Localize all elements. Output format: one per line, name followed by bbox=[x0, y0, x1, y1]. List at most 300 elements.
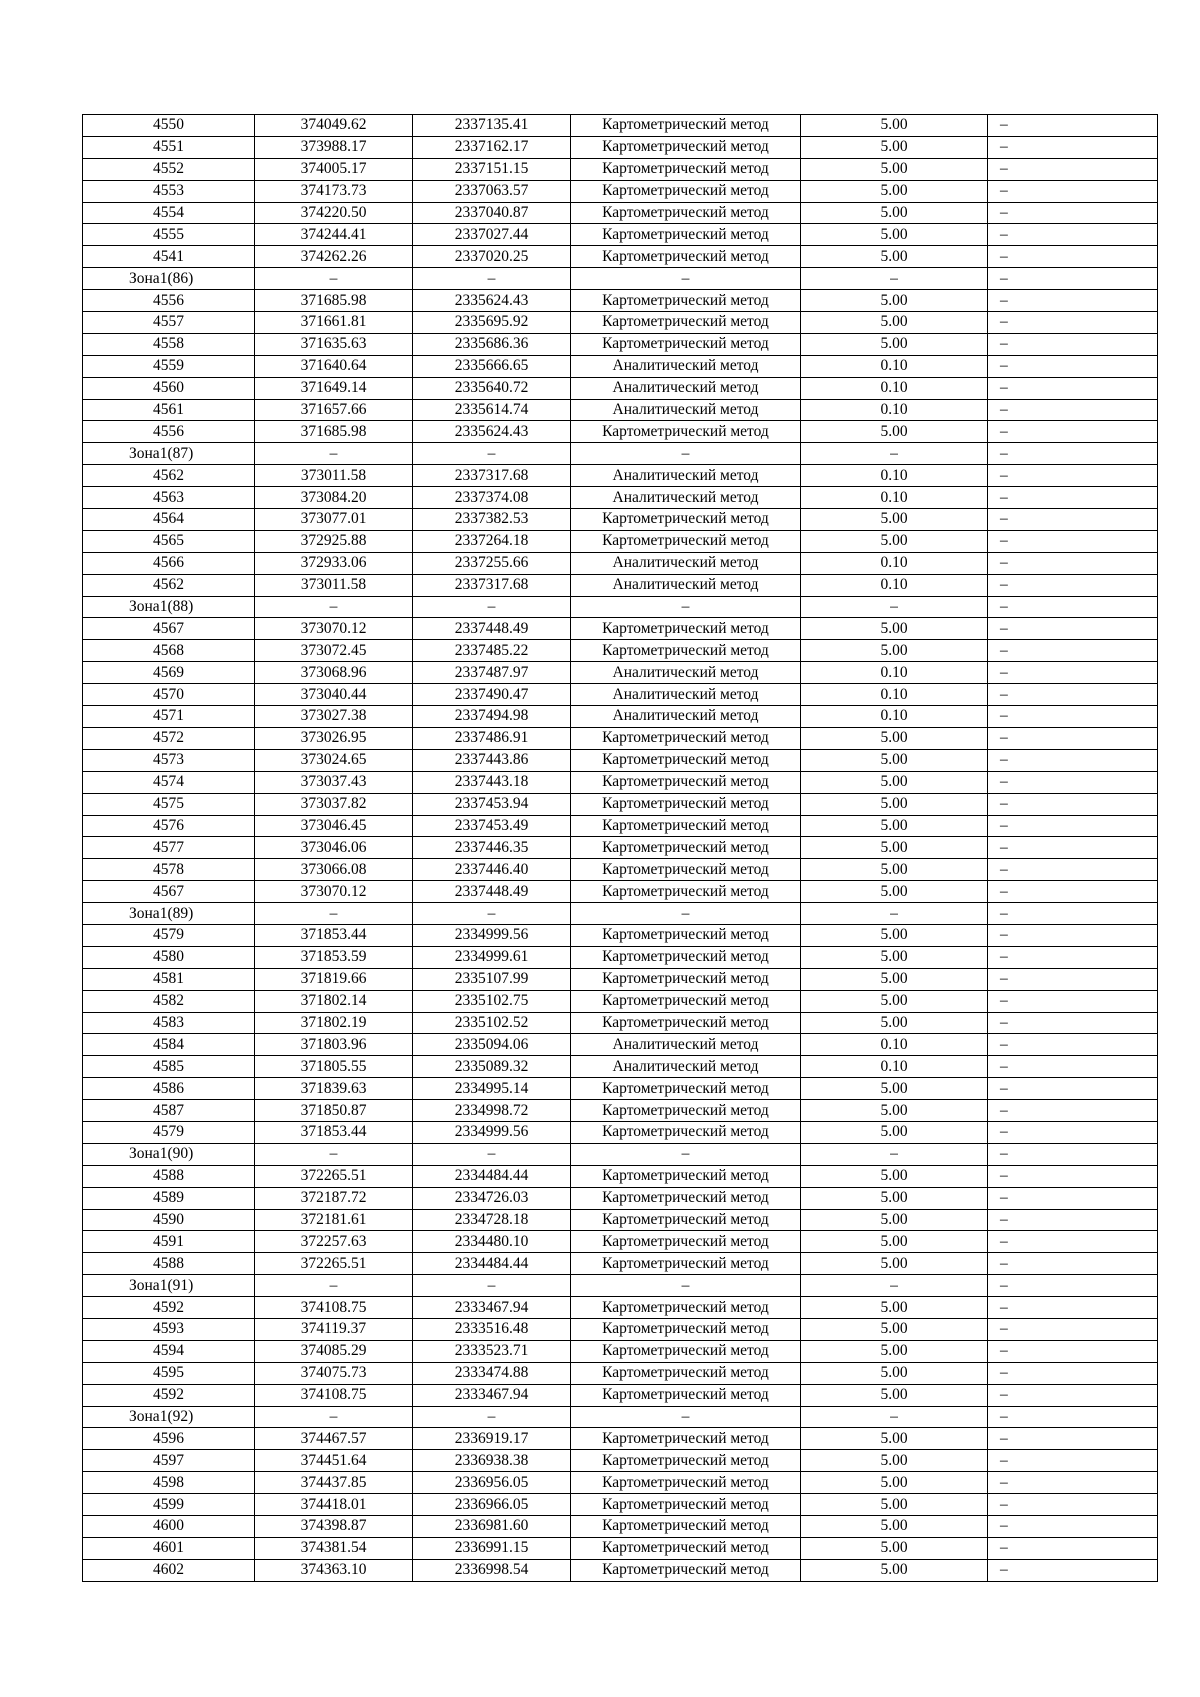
y-coordinate-cell: 2337487.97 bbox=[413, 662, 571, 684]
point-id-cell: 4600 bbox=[83, 1516, 255, 1538]
y-coordinate-cell: 2333523.71 bbox=[413, 1340, 571, 1362]
x-coordinate-cell: 374049.62 bbox=[255, 115, 413, 137]
precision-cell: 5.00 bbox=[801, 509, 988, 531]
precision-cell: – bbox=[801, 268, 988, 290]
point-id-cell: Зона1(86) bbox=[83, 268, 255, 290]
note-cell: – bbox=[988, 1450, 1158, 1472]
table-row bbox=[83, 1209, 1158, 1231]
x-coordinate-cell: 374085.29 bbox=[255, 1340, 413, 1362]
precision-cell: 5.00 bbox=[801, 793, 988, 815]
precision-cell: 5.00 bbox=[801, 180, 988, 202]
point-id-cell: Зона1(92) bbox=[83, 1406, 255, 1428]
y-coordinate-cell: 2336938.38 bbox=[413, 1450, 571, 1472]
note-cell: – bbox=[988, 1516, 1158, 1538]
zone-header-row bbox=[83, 903, 1158, 925]
y-coordinate-cell: – bbox=[413, 596, 571, 618]
method-cell: Картометрический метод bbox=[571, 924, 801, 946]
precision-cell: 5.00 bbox=[801, 771, 988, 793]
precision-cell: – bbox=[801, 1406, 988, 1428]
method-cell: Картометрический метод bbox=[571, 640, 801, 662]
point-id-cell: 4566 bbox=[83, 552, 255, 574]
precision-cell: 5.00 bbox=[801, 1100, 988, 1122]
precision-cell: 5.00 bbox=[801, 990, 988, 1012]
point-id-cell: Зона1(89) bbox=[83, 903, 255, 925]
point-id-cell: 4584 bbox=[83, 1034, 255, 1056]
x-coordinate-cell: 373070.12 bbox=[255, 881, 413, 903]
precision-cell: 5.00 bbox=[801, 246, 988, 268]
y-coordinate-cell: 2337486.91 bbox=[413, 727, 571, 749]
note-cell: – bbox=[988, 946, 1158, 968]
y-coordinate-cell: 2333474.88 bbox=[413, 1362, 571, 1384]
precision-cell: 5.00 bbox=[801, 1078, 988, 1100]
table-row bbox=[83, 1253, 1158, 1275]
note-cell: – bbox=[988, 903, 1158, 925]
table-row bbox=[83, 1318, 1158, 1340]
point-id-cell: 4589 bbox=[83, 1187, 255, 1209]
method-cell: Картометрический метод bbox=[571, 946, 801, 968]
x-coordinate-cell: 373040.44 bbox=[255, 684, 413, 706]
point-id-cell: 4579 bbox=[83, 924, 255, 946]
table-row bbox=[83, 815, 1158, 837]
zone-header-row bbox=[83, 1143, 1158, 1165]
zone-header-row bbox=[83, 268, 1158, 290]
point-id-cell: 4551 bbox=[83, 136, 255, 158]
method-cell: Картометрический метод bbox=[571, 290, 801, 312]
method-cell: Аналитический метод bbox=[571, 1056, 801, 1078]
table-row bbox=[83, 1559, 1158, 1581]
table-row bbox=[83, 968, 1158, 990]
precision-cell: – bbox=[801, 443, 988, 465]
x-coordinate-cell: 372265.51 bbox=[255, 1165, 413, 1187]
method-cell: Картометрический метод bbox=[571, 1318, 801, 1340]
note-cell: – bbox=[988, 224, 1158, 246]
precision-cell: 5.00 bbox=[801, 618, 988, 640]
method-cell: Картометрический метод bbox=[571, 1537, 801, 1559]
point-id-cell: 4593 bbox=[83, 1318, 255, 1340]
table-row bbox=[83, 1231, 1158, 1253]
point-id-cell: Зона1(88) bbox=[83, 596, 255, 618]
y-coordinate-cell: 2335094.06 bbox=[413, 1034, 571, 1056]
point-id-cell: 4560 bbox=[83, 377, 255, 399]
note-cell: – bbox=[988, 749, 1158, 771]
method-cell: Аналитический метод bbox=[571, 399, 801, 421]
x-coordinate-cell: – bbox=[255, 903, 413, 925]
note-cell: – bbox=[988, 1012, 1158, 1034]
x-coordinate-cell: – bbox=[255, 1143, 413, 1165]
table-row bbox=[83, 1012, 1158, 1034]
x-coordinate-cell: 371805.55 bbox=[255, 1056, 413, 1078]
y-coordinate-cell: 2335666.65 bbox=[413, 355, 571, 377]
x-coordinate-cell: 374381.54 bbox=[255, 1537, 413, 1559]
precision-cell: 0.10 bbox=[801, 487, 988, 509]
point-id-cell: 4571 bbox=[83, 706, 255, 728]
point-id-cell: 4597 bbox=[83, 1450, 255, 1472]
x-coordinate-cell: 373037.82 bbox=[255, 793, 413, 815]
method-cell: Картометрический метод bbox=[571, 1340, 801, 1362]
note-cell: – bbox=[988, 1406, 1158, 1428]
precision-cell: 5.00 bbox=[801, 1253, 988, 1275]
note-cell: – bbox=[988, 268, 1158, 290]
table-row bbox=[83, 1121, 1158, 1143]
point-id-cell: 4586 bbox=[83, 1078, 255, 1100]
precision-cell: 5.00 bbox=[801, 924, 988, 946]
table-row bbox=[83, 1384, 1158, 1406]
x-coordinate-cell: 374262.26 bbox=[255, 246, 413, 268]
x-coordinate-cell: 373084.20 bbox=[255, 487, 413, 509]
x-coordinate-cell: 373011.58 bbox=[255, 465, 413, 487]
precision-cell: 5.00 bbox=[801, 1494, 988, 1516]
y-coordinate-cell: – bbox=[413, 443, 571, 465]
note-cell: – bbox=[988, 1537, 1158, 1559]
note-cell: – bbox=[988, 990, 1158, 1012]
method-cell: Картометрический метод bbox=[571, 1231, 801, 1253]
note-cell: – bbox=[988, 1209, 1158, 1231]
note-cell: – bbox=[988, 1428, 1158, 1450]
method-cell: Картометрический метод bbox=[571, 793, 801, 815]
note-cell: – bbox=[988, 487, 1158, 509]
method-cell: Картометрический метод bbox=[571, 312, 801, 334]
method-cell: Картометрический метод bbox=[571, 530, 801, 552]
x-coordinate-cell: 371649.14 bbox=[255, 377, 413, 399]
x-coordinate-cell: 371685.98 bbox=[255, 290, 413, 312]
y-coordinate-cell: 2334726.03 bbox=[413, 1187, 571, 1209]
method-cell: Картометрический метод bbox=[571, 180, 801, 202]
precision-cell: 5.00 bbox=[801, 115, 988, 137]
precision-cell: 5.00 bbox=[801, 749, 988, 771]
method-cell: Картометрический метод bbox=[571, 1362, 801, 1384]
method-cell: Картометрический метод bbox=[571, 1472, 801, 1494]
point-id-cell: Зона1(91) bbox=[83, 1275, 255, 1297]
y-coordinate-cell: 2335686.36 bbox=[413, 333, 571, 355]
table-row bbox=[83, 640, 1158, 662]
point-id-cell: 4594 bbox=[83, 1340, 255, 1362]
note-cell: – bbox=[988, 377, 1158, 399]
precision-cell: 5.00 bbox=[801, 881, 988, 903]
x-coordinate-cell: 373026.95 bbox=[255, 727, 413, 749]
point-id-cell: 4599 bbox=[83, 1494, 255, 1516]
table-row bbox=[83, 246, 1158, 268]
method-cell: Картометрический метод bbox=[571, 1297, 801, 1319]
note-cell: – bbox=[988, 881, 1158, 903]
note-cell: – bbox=[988, 1056, 1158, 1078]
note-cell: – bbox=[988, 815, 1158, 837]
precision-cell: – bbox=[801, 596, 988, 618]
y-coordinate-cell: 2334484.44 bbox=[413, 1165, 571, 1187]
x-coordinate-cell: 374418.01 bbox=[255, 1494, 413, 1516]
note-cell: – bbox=[988, 1143, 1158, 1165]
precision-cell: 5.00 bbox=[801, 1450, 988, 1472]
x-coordinate-cell: 374220.50 bbox=[255, 202, 413, 224]
table-row bbox=[83, 837, 1158, 859]
method-cell: Картометрический метод bbox=[571, 158, 801, 180]
method-cell: Картометрический метод bbox=[571, 115, 801, 137]
precision-cell: 5.00 bbox=[801, 1472, 988, 1494]
x-coordinate-cell: 372925.88 bbox=[255, 530, 413, 552]
note-cell: – bbox=[988, 1384, 1158, 1406]
y-coordinate-cell: 2334999.56 bbox=[413, 924, 571, 946]
point-id-cell: 4553 bbox=[83, 180, 255, 202]
table-row bbox=[83, 355, 1158, 377]
y-coordinate-cell: – bbox=[413, 1143, 571, 1165]
table-row bbox=[83, 859, 1158, 881]
method-cell: Картометрический метод bbox=[571, 1384, 801, 1406]
coordinates-table bbox=[82, 114, 1158, 1582]
table-row bbox=[83, 1428, 1158, 1450]
precision-cell: 5.00 bbox=[801, 727, 988, 749]
note-cell: – bbox=[988, 640, 1158, 662]
y-coordinate-cell: 2337020.25 bbox=[413, 246, 571, 268]
y-coordinate-cell: 2334998.72 bbox=[413, 1100, 571, 1122]
point-id-cell: 4563 bbox=[83, 487, 255, 509]
x-coordinate-cell: 371819.66 bbox=[255, 968, 413, 990]
method-cell: Картометрический метод bbox=[571, 1450, 801, 1472]
note-cell: – bbox=[988, 290, 1158, 312]
table-row bbox=[83, 574, 1158, 596]
note-cell: – bbox=[988, 180, 1158, 202]
table-row bbox=[83, 881, 1158, 903]
y-coordinate-cell: 2336991.15 bbox=[413, 1537, 571, 1559]
x-coordinate-cell: 374398.87 bbox=[255, 1516, 413, 1538]
table-row bbox=[83, 312, 1158, 334]
table-row bbox=[83, 1165, 1158, 1187]
point-id-cell: 4559 bbox=[83, 355, 255, 377]
note-cell: – bbox=[988, 837, 1158, 859]
table-row bbox=[83, 1494, 1158, 1516]
precision-cell: 5.00 bbox=[801, 202, 988, 224]
x-coordinate-cell: 371661.81 bbox=[255, 312, 413, 334]
table-row bbox=[83, 990, 1158, 1012]
y-coordinate-cell: 2335624.43 bbox=[413, 421, 571, 443]
x-coordinate-cell: 373024.65 bbox=[255, 749, 413, 771]
x-coordinate-cell: 371657.66 bbox=[255, 399, 413, 421]
table-row bbox=[83, 1362, 1158, 1384]
y-coordinate-cell: 2336919.17 bbox=[413, 1428, 571, 1450]
precision-cell: 5.00 bbox=[801, 1297, 988, 1319]
point-id-cell: 4569 bbox=[83, 662, 255, 684]
x-coordinate-cell: 374075.73 bbox=[255, 1362, 413, 1384]
note-cell: – bbox=[988, 1362, 1158, 1384]
precision-cell: 5.00 bbox=[801, 1012, 988, 1034]
method-cell: Картометрический метод bbox=[571, 136, 801, 158]
zone-header-row bbox=[83, 596, 1158, 618]
point-id-cell: 4587 bbox=[83, 1100, 255, 1122]
method-cell: Аналитический метод bbox=[571, 706, 801, 728]
precision-cell: 5.00 bbox=[801, 640, 988, 662]
x-coordinate-cell: 374108.75 bbox=[255, 1384, 413, 1406]
method-cell: Аналитический метод bbox=[571, 465, 801, 487]
note-cell: – bbox=[988, 158, 1158, 180]
x-coordinate-cell: – bbox=[255, 1406, 413, 1428]
note-cell: – bbox=[988, 552, 1158, 574]
point-id-cell: 4578 bbox=[83, 859, 255, 881]
x-coordinate-cell: 374244.41 bbox=[255, 224, 413, 246]
x-coordinate-cell: 373011.58 bbox=[255, 574, 413, 596]
table-row bbox=[83, 530, 1158, 552]
x-coordinate-cell: 371839.63 bbox=[255, 1078, 413, 1100]
precision-cell: 5.00 bbox=[801, 1537, 988, 1559]
zone-header-row bbox=[83, 443, 1158, 465]
note-cell: – bbox=[988, 618, 1158, 640]
precision-cell: 0.10 bbox=[801, 574, 988, 596]
y-coordinate-cell: 2334999.61 bbox=[413, 946, 571, 968]
x-coordinate-cell: 374363.10 bbox=[255, 1559, 413, 1581]
y-coordinate-cell: 2336966.05 bbox=[413, 1494, 571, 1516]
y-coordinate-cell: 2335089.32 bbox=[413, 1056, 571, 1078]
x-coordinate-cell: 374467.57 bbox=[255, 1428, 413, 1450]
table-row bbox=[83, 333, 1158, 355]
table-row bbox=[83, 158, 1158, 180]
x-coordinate-cell: 373046.45 bbox=[255, 815, 413, 837]
precision-cell: 0.10 bbox=[801, 706, 988, 728]
point-id-cell: 4550 bbox=[83, 115, 255, 137]
point-id-cell: 4565 bbox=[83, 530, 255, 552]
precision-cell: 5.00 bbox=[801, 1340, 988, 1362]
method-cell: Картометрический метод bbox=[571, 968, 801, 990]
precision-cell: 5.00 bbox=[801, 1559, 988, 1581]
precision-cell: 5.00 bbox=[801, 815, 988, 837]
note-cell: – bbox=[988, 1187, 1158, 1209]
y-coordinate-cell: 2337063.57 bbox=[413, 180, 571, 202]
table-row bbox=[83, 399, 1158, 421]
y-coordinate-cell: 2337443.18 bbox=[413, 771, 571, 793]
point-id-cell: 4577 bbox=[83, 837, 255, 859]
precision-cell: 5.00 bbox=[801, 312, 988, 334]
table-row bbox=[83, 1056, 1158, 1078]
x-coordinate-cell: 374173.73 bbox=[255, 180, 413, 202]
y-coordinate-cell: – bbox=[413, 903, 571, 925]
point-id-cell: 4588 bbox=[83, 1253, 255, 1275]
note-cell: – bbox=[988, 1494, 1158, 1516]
table-row bbox=[83, 1297, 1158, 1319]
y-coordinate-cell: 2337374.08 bbox=[413, 487, 571, 509]
precision-cell: 5.00 bbox=[801, 1428, 988, 1450]
method-cell: Картометрический метод bbox=[571, 727, 801, 749]
precision-cell: 0.10 bbox=[801, 377, 988, 399]
method-cell: Картометрический метод bbox=[571, 1165, 801, 1187]
note-cell: – bbox=[988, 530, 1158, 552]
x-coordinate-cell: 373070.12 bbox=[255, 618, 413, 640]
y-coordinate-cell: 2335102.75 bbox=[413, 990, 571, 1012]
point-id-cell: 4582 bbox=[83, 990, 255, 1012]
precision-cell: – bbox=[801, 1275, 988, 1297]
note-cell: – bbox=[988, 509, 1158, 531]
x-coordinate-cell: 371853.44 bbox=[255, 1121, 413, 1143]
y-coordinate-cell: 2335614.74 bbox=[413, 399, 571, 421]
table-row bbox=[83, 727, 1158, 749]
note-cell: – bbox=[988, 333, 1158, 355]
method-cell: Картометрический метод bbox=[571, 1516, 801, 1538]
precision-cell: 5.00 bbox=[801, 290, 988, 312]
coordinates-table-body bbox=[83, 115, 1158, 1582]
note-cell: – bbox=[988, 1165, 1158, 1187]
point-id-cell: 4576 bbox=[83, 815, 255, 837]
x-coordinate-cell: 372257.63 bbox=[255, 1231, 413, 1253]
y-coordinate-cell: 2334995.14 bbox=[413, 1078, 571, 1100]
table-row bbox=[83, 509, 1158, 531]
precision-cell: 0.10 bbox=[801, 465, 988, 487]
table-row bbox=[83, 706, 1158, 728]
table-row bbox=[83, 662, 1158, 684]
method-cell: Картометрический метод bbox=[571, 246, 801, 268]
table-row bbox=[83, 377, 1158, 399]
precision-cell: 5.00 bbox=[801, 968, 988, 990]
method-cell: Картометрический метод bbox=[571, 1253, 801, 1275]
method-cell: Картометрический метод bbox=[571, 224, 801, 246]
x-coordinate-cell: 373988.17 bbox=[255, 136, 413, 158]
precision-cell: 0.10 bbox=[801, 1056, 988, 1078]
table-row bbox=[83, 684, 1158, 706]
note-cell: – bbox=[988, 1318, 1158, 1340]
y-coordinate-cell: 2337382.53 bbox=[413, 509, 571, 531]
table-row bbox=[83, 793, 1158, 815]
point-id-cell: 4572 bbox=[83, 727, 255, 749]
zone-header-row bbox=[83, 1406, 1158, 1428]
precision-cell: 0.10 bbox=[801, 399, 988, 421]
y-coordinate-cell: 2334480.10 bbox=[413, 1231, 571, 1253]
precision-cell: 5.00 bbox=[801, 1362, 988, 1384]
note-cell: – bbox=[988, 1253, 1158, 1275]
point-id-cell: 4567 bbox=[83, 881, 255, 903]
table-row bbox=[83, 618, 1158, 640]
y-coordinate-cell: 2334484.44 bbox=[413, 1253, 571, 1275]
y-coordinate-cell: 2335624.43 bbox=[413, 290, 571, 312]
precision-cell: 5.00 bbox=[801, 1318, 988, 1340]
table-row bbox=[83, 924, 1158, 946]
point-id-cell: 4574 bbox=[83, 771, 255, 793]
table-row bbox=[83, 1100, 1158, 1122]
table-row bbox=[83, 771, 1158, 793]
point-id-cell: 4580 bbox=[83, 946, 255, 968]
method-cell: Картометрический метод bbox=[571, 421, 801, 443]
x-coordinate-cell: 371685.98 bbox=[255, 421, 413, 443]
method-cell: Аналитический метод bbox=[571, 1034, 801, 1056]
table-row bbox=[83, 749, 1158, 771]
method-cell: Аналитический метод bbox=[571, 355, 801, 377]
point-id-cell: 4596 bbox=[83, 1428, 255, 1450]
y-coordinate-cell: 2333467.94 bbox=[413, 1384, 571, 1406]
precision-cell: 0.10 bbox=[801, 355, 988, 377]
method-cell: Картометрический метод bbox=[571, 509, 801, 531]
precision-cell: 5.00 bbox=[801, 1187, 988, 1209]
x-coordinate-cell: 371803.96 bbox=[255, 1034, 413, 1056]
y-coordinate-cell: 2337448.49 bbox=[413, 618, 571, 640]
table-row bbox=[83, 1078, 1158, 1100]
method-cell: Картометрический метод bbox=[571, 1209, 801, 1231]
method-cell: – bbox=[571, 903, 801, 925]
point-id-cell: 4602 bbox=[83, 1559, 255, 1581]
note-cell: – bbox=[988, 465, 1158, 487]
x-coordinate-cell: 372933.06 bbox=[255, 552, 413, 574]
point-id-cell: 4561 bbox=[83, 399, 255, 421]
precision-cell: 5.00 bbox=[801, 333, 988, 355]
method-cell: Аналитический метод bbox=[571, 377, 801, 399]
method-cell: Картометрический метод bbox=[571, 1012, 801, 1034]
point-id-cell: 4541 bbox=[83, 246, 255, 268]
point-id-cell: 4557 bbox=[83, 312, 255, 334]
precision-cell: 5.00 bbox=[801, 859, 988, 881]
point-id-cell: 4558 bbox=[83, 333, 255, 355]
point-id-cell: 4591 bbox=[83, 1231, 255, 1253]
y-coordinate-cell: 2337317.68 bbox=[413, 574, 571, 596]
method-cell: Картометрический метод bbox=[571, 990, 801, 1012]
x-coordinate-cell: 373037.43 bbox=[255, 771, 413, 793]
y-coordinate-cell: 2333516.48 bbox=[413, 1318, 571, 1340]
x-coordinate-cell: – bbox=[255, 443, 413, 465]
precision-cell: 0.10 bbox=[801, 684, 988, 706]
y-coordinate-cell: 2335102.52 bbox=[413, 1012, 571, 1034]
method-cell: Картометрический метод bbox=[571, 1121, 801, 1143]
precision-cell: 5.00 bbox=[801, 224, 988, 246]
